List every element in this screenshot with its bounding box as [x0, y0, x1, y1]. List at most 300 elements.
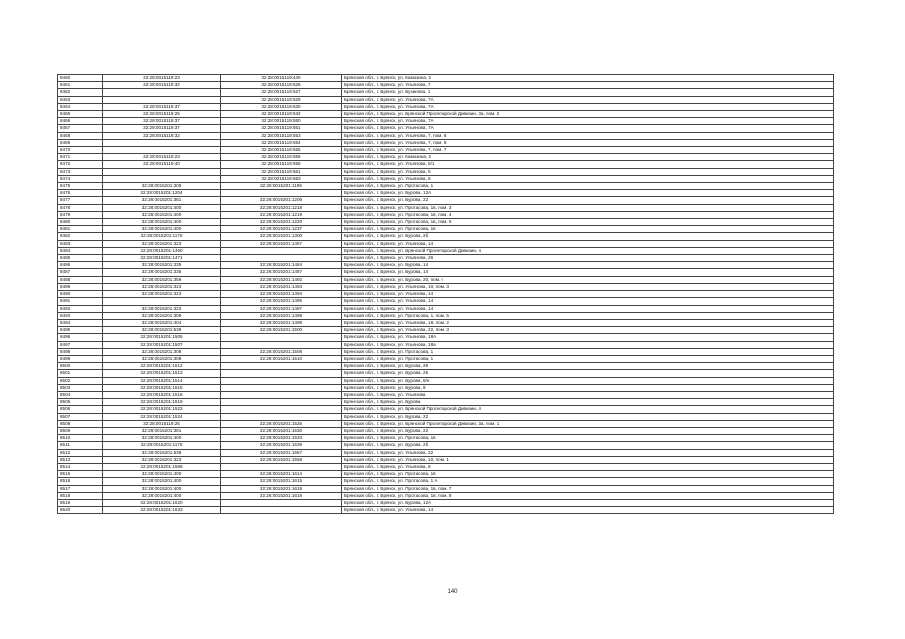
address-cell: Брянская обл., г. Брянск, ул. Ульянова, 7, пом. 8 [342, 139, 834, 146]
object-cadastral-number-cell [221, 190, 342, 197]
row-number-cell: 8499 [58, 355, 103, 362]
table-row [58, 75, 834, 82]
address-cell: Брянская обл., г. Брянск, ул. Бурова, 9 [342, 384, 834, 391]
row-number-cell: 8497 [58, 341, 103, 348]
table-row [58, 327, 834, 334]
address-cell: Брянская обл., г. Брянск, ул. Бурова [342, 399, 834, 406]
table-row [58, 89, 834, 96]
row-number-cell: 8520 [58, 507, 103, 514]
address-cell: Брянская обл., г. Брянск, ул. Ульянова, 7 [342, 82, 834, 89]
object-cadastral-number-cell: 32:28:0015201:1494 [221, 291, 342, 298]
table-row [58, 413, 834, 420]
table-row [58, 147, 834, 154]
table-row [58, 363, 834, 370]
table-row [58, 247, 834, 254]
address-cell: Брянская обл., г. Брянск, ул. Камозина, 2 [342, 154, 834, 161]
land-cadastral-number-cell: 32:28:0015201:323 [103, 305, 221, 312]
table-row [58, 406, 834, 413]
row-number-cell: 8473 [58, 168, 103, 175]
table-row [58, 233, 834, 240]
object-cadastral-number-cell: 32:28:0015201:1237 [221, 226, 342, 233]
register-table-body [58, 75, 834, 514]
table-row [58, 334, 834, 341]
table-row [58, 291, 834, 298]
object-cadastral-number-cell: 32:28:0015201:1195 [221, 183, 342, 190]
land-cadastral-number-cell: 32:28:0015201:1524 [103, 413, 221, 420]
table-row [58, 161, 834, 168]
object-cadastral-number-cell: 32:28:0015201:1500 [221, 327, 342, 334]
address-cell: Брянская обл., г. Брянск, ул. Ульянова, 14 [342, 507, 834, 514]
row-number-cell: 8498 [58, 348, 103, 355]
row-number-cell: 8518 [58, 492, 103, 499]
object-cadastral-number-cell: 32:28:0015119:529 [221, 96, 342, 103]
object-cadastral-number-cell: 32:28:0015119:561 [221, 168, 342, 175]
address-cell: Брянская обл., г. Брянск, ул. Ульянова, 14 [342, 291, 834, 298]
object-cadastral-number-cell: 32:28:0015119:440 [221, 75, 342, 82]
object-cadastral-number-cell: 32:28:0015201:1530 [221, 427, 342, 434]
table-row [58, 204, 834, 211]
row-number-cell: 8478 [58, 204, 103, 211]
object-cadastral-number-cell: 32:28:0015119:555 [221, 147, 342, 154]
object-cadastral-number-cell: 32:28:0015201:1618 [221, 485, 342, 492]
row-number-cell: 8504 [58, 391, 103, 398]
land-cadastral-number-cell: 32:28:0015201:1175 [103, 233, 221, 240]
land-cadastral-number-cell: 32:28:0015201:381 [103, 197, 221, 204]
land-cadastral-number-cell: 32:28:0015201:1514 [103, 377, 221, 384]
table-row [58, 384, 834, 391]
address-cell: Брянская обл., г. Брянск, ул. Протасова, 1 [342, 183, 834, 190]
land-cadastral-number-cell: 32:28:0015201:400 [103, 226, 221, 233]
table-row [58, 341, 834, 348]
land-cadastral-number-cell [103, 298, 221, 305]
row-number-cell: 8487 [58, 269, 103, 276]
land-cadastral-number-cell: 32:28:0015201:400 [103, 435, 221, 442]
address-cell: Брянская обл., г. Брянск, ул. Протасова, 1в, пом. 3 [342, 204, 834, 211]
address-cell: Брянская обл., г. Брянск, ул. Бурова, 2б [342, 442, 834, 449]
address-cell: Брянская обл., г. Брянск, ул. Бурова, 14 [342, 262, 834, 269]
land-cadastral-number-cell: 32:28:0015201:400 [103, 478, 221, 485]
land-cadastral-number-cell: 32:28:0015119:25 [103, 420, 221, 427]
object-cadastral-number-cell: 32:28:0015201:1220 [221, 219, 342, 226]
row-number-cell: 8505 [58, 399, 103, 406]
table-row [58, 355, 834, 362]
table-row [58, 485, 834, 492]
table-row [58, 269, 834, 276]
row-number-cell: 8511 [58, 442, 103, 449]
object-cadastral-number-cell: 32:28:0015201:1484 [221, 262, 342, 269]
address-cell: Брянская обл., г. Брянск, ул. Бурова, 12А [342, 190, 834, 197]
address-cell: Брянская обл., г. Брянск, ул. Ульянова, 5/1 [342, 161, 834, 168]
land-cadastral-number-cell: 32:28:0015201:1633 [103, 507, 221, 514]
land-cadastral-number-cell: 32:28:0015201:400 [103, 485, 221, 492]
object-cadastral-number-cell [221, 377, 342, 384]
table-row [58, 154, 834, 161]
land-cadastral-number-cell: 32:28:0015201:323 [103, 283, 221, 290]
address-cell: Брянская обл., г. Брянск, ул. Бурова, 6/н [342, 377, 834, 384]
table-row [58, 471, 834, 478]
object-cadastral-number-cell: 32:28:0015119:530 [221, 103, 342, 110]
address-cell: Брянская обл., г. Брянск, ул. Ульянова, 7А [342, 103, 834, 110]
row-number-cell: 8492 [58, 305, 103, 312]
row-number-cell: 8508 [58, 420, 103, 427]
land-cadastral-number-cell: 32:28:0015201:381 [103, 427, 221, 434]
table-row [58, 463, 834, 470]
land-cadastral-number-cell: 32:28:0015119:23 [103, 154, 221, 161]
address-cell: Брянская обл., г. Брянск, ул. Ульянова, 7А [342, 96, 834, 103]
row-number-cell: 8503 [58, 384, 103, 391]
land-cadastral-number-cell: 32:28:0015201:400 [103, 471, 221, 478]
address-cell: Брянская обл., г. Брянск, ул. Бурова, 20, пом. I [342, 276, 834, 283]
row-number-cell: 8485 [58, 255, 103, 262]
row-number-cell: 8481 [58, 226, 103, 233]
address-cell: Брянская обл., г. Брянск, ул. Протасова, 1в [342, 226, 834, 233]
object-cadastral-number-cell: 32:28:0015201:1499 [221, 319, 342, 326]
land-cadastral-number-cell: 32:28:0015201:1204 [103, 190, 221, 197]
row-number-cell: 8493 [58, 312, 103, 319]
row-number-cell: 8501 [58, 370, 103, 377]
land-cadastral-number-cell: 32:28:0015119:40 [103, 161, 221, 168]
row-number-cell: 8477 [58, 197, 103, 204]
address-cell: Брянская обл., г. Брянск, ул. Протасова, 1в, пом. 4 [342, 211, 834, 218]
land-cadastral-number-cell: 32:28:0015201:308 [103, 312, 221, 319]
table-row [58, 175, 834, 182]
register-table [57, 74, 834, 514]
row-number-cell: 8496 [58, 334, 103, 341]
object-cadastral-number-cell [221, 406, 342, 413]
address-cell: Брянская обл., г. Брянск, ул. Бурова, 22 [342, 197, 834, 204]
land-cadastral-number-cell: 32:28:0015201:400 [103, 492, 221, 499]
row-number-cell: 8460 [58, 75, 103, 82]
row-number-cell: 8483 [58, 240, 103, 247]
table-row [58, 262, 834, 269]
row-number-cell: 8494 [58, 319, 103, 326]
table-row [58, 183, 834, 190]
object-cadastral-number-cell [221, 247, 342, 254]
table-row [58, 492, 834, 499]
object-cadastral-number-cell: 32:28:0015201:1508 [221, 348, 342, 355]
table-row [58, 111, 834, 118]
address-cell: Брянская обл., г. Брянск, ул. Бурова, 2б [342, 233, 834, 240]
land-cadastral-number-cell: 32:28:0015201:323 [103, 240, 221, 247]
table-row [58, 319, 834, 326]
land-cadastral-number-cell: 32:28:0015201:538 [103, 327, 221, 334]
address-cell: Брянская обл., г. Брянск, ул. Брянской Пролетарской Дивизии, 4 [342, 406, 834, 413]
object-cadastral-number-cell [221, 384, 342, 391]
table-row [58, 255, 834, 262]
object-cadastral-number-cell: 32:28:0015201:1487 [221, 269, 342, 276]
object-cadastral-number-cell: 32:28:0015119:563 [221, 175, 342, 182]
table-row [58, 420, 834, 427]
land-cadastral-number-cell: 32:28:0015201:400 [103, 211, 221, 218]
land-cadastral-number-cell: 32:28:0015201:538 [103, 449, 221, 456]
row-number-cell: 8491 [58, 298, 103, 305]
object-cadastral-number-cell: 32:28:0015201:1219 [221, 211, 342, 218]
table-row [58, 391, 834, 398]
row-number-cell: 8489 [58, 283, 103, 290]
row-number-cell: 8461 [58, 82, 103, 89]
address-cell: Брянская обл., г. Брянск, ул. Ульянова, 14 [342, 305, 834, 312]
land-cadastral-number-cell: 32:28:0015201:1523 [103, 406, 221, 413]
land-cadastral-number-cell: 32:28:0015201:1175 [103, 442, 221, 449]
row-number-cell: 8490 [58, 291, 103, 298]
object-cadastral-number-cell: 32:28:0015201:1300 [221, 233, 342, 240]
object-cadastral-number-cell: 32:28:0015201:1539 [221, 442, 342, 449]
object-cadastral-number-cell: 32:28:0015201:1206 [221, 197, 342, 204]
table-row [58, 118, 834, 125]
table-row [58, 139, 834, 146]
row-number-cell: 8510 [58, 435, 103, 442]
object-cadastral-number-cell [221, 391, 342, 398]
object-cadastral-number-cell: 32:28:0015119:526 [221, 82, 342, 89]
table-row [58, 507, 834, 514]
row-number-cell: 8480 [58, 219, 103, 226]
land-cadastral-number-cell: 32:28:0015119:25 [103, 111, 221, 118]
object-cadastral-number-cell [221, 341, 342, 348]
address-cell: Брянская обл., г. Брянск, ул. Протасова, 1 [342, 355, 834, 362]
address-cell: Брянская обл., г. Брянск, ул. Бурова, 14 [342, 269, 834, 276]
object-cadastral-number-cell: 32:28:0015201:1218 [221, 204, 342, 211]
object-cadastral-number-cell [221, 370, 342, 377]
row-number-cell: 8474 [58, 175, 103, 182]
row-number-cell: 8462 [58, 89, 103, 96]
address-cell: Брянская обл., г. Брянск, ул. Протасова, 1 А [342, 478, 834, 485]
land-cadastral-number-cell: 32:28:0015201:1471 [103, 255, 221, 262]
land-cadastral-number-cell: 32:28:0015201:335 [103, 269, 221, 276]
object-cadastral-number-cell: 32:28:0015119:527 [221, 89, 342, 96]
address-cell: Брянская обл., г. Брянск, ул. Ульянова, 5 [342, 175, 834, 182]
row-number-cell: 8516 [58, 478, 103, 485]
row-number-cell: 8468 [58, 132, 103, 139]
address-cell: Брянская обл., г. Брянск, ул. Ульянова, 7А [342, 118, 834, 125]
object-cadastral-number-cell [221, 507, 342, 514]
row-number-cell: 8488 [58, 276, 103, 283]
row-number-cell: 8475 [58, 183, 103, 190]
object-cadastral-number-cell: 32:28:0015119:556 [221, 154, 342, 161]
table-row [58, 96, 834, 103]
table-row [58, 276, 834, 283]
land-cadastral-number-cell: 32:28:0015201:1513 [103, 370, 221, 377]
row-number-cell: 8466 [58, 118, 103, 125]
row-number-cell: 8509 [58, 427, 103, 434]
land-cadastral-number-cell: 32:28:0015201:308 [103, 348, 221, 355]
address-cell: Брянская обл., г. Брянск, ул. Ульянова, 18, пом. 2 [342, 319, 834, 326]
table-row [58, 305, 834, 312]
address-cell: Брянская обл., г. Брянск, ул. Брянской Пролетарской Дивизии, 3а, пом. 1 [342, 420, 834, 427]
row-number-cell: 8519 [58, 499, 103, 506]
row-number-cell: 8465 [58, 111, 103, 118]
address-cell: Брянская обл., г. Брянск, ул. Ульянова, 7, пом. 7 [342, 147, 834, 154]
address-cell: Брянская обл., г. Брянск, ул. Бурова, 12А [342, 499, 834, 506]
table-row [58, 449, 834, 456]
row-number-cell: 8467 [58, 125, 103, 132]
object-cadastral-number-cell: 32:28:0015201:1525 [221, 420, 342, 427]
row-number-cell: 8495 [58, 327, 103, 334]
object-cadastral-number-cell: 32:28:0015201:1495 [221, 298, 342, 305]
land-cadastral-number-cell: 32:28:0015119:37 [103, 125, 221, 132]
address-cell: Брянская обл., г. Брянск, ул. Брянской Пролетарской Дивизии, 3а, пом. 2 [342, 111, 834, 118]
address-cell: Брянская обл., г. Брянск, ул. Ульянова, 7А [342, 125, 834, 132]
land-cadastral-number-cell: 32:28:0015201:335 [103, 262, 221, 269]
land-cadastral-number-cell: 32:28:0015201:308 [103, 183, 221, 190]
table-row [58, 197, 834, 204]
land-cadastral-number-cell: 32:28:0015201:323 [103, 291, 221, 298]
land-cadastral-number-cell: 32:28:0015201:1507 [103, 341, 221, 348]
address-cell: Брянская обл., г. Брянск, ул. Протасова, 1в [342, 471, 834, 478]
table-row [58, 370, 834, 377]
address-cell: Брянская обл., г. Брянск, ул. Ульянова, 10, пом. 1 [342, 456, 834, 463]
object-cadastral-number-cell: 32:28:0015201:1497 [221, 305, 342, 312]
table-row [58, 478, 834, 485]
land-cadastral-number-cell: 32:28:0015201:1568 [103, 463, 221, 470]
row-number-cell: 8476 [58, 190, 103, 197]
land-cadastral-number-cell: 32:28:0015201:1515 [103, 384, 221, 391]
address-cell: Брянская обл., г. Брянск, ул. Ульянова, 14 [342, 240, 834, 247]
row-number-cell: 8479 [58, 211, 103, 218]
table-row [58, 125, 834, 132]
table-row [58, 190, 834, 197]
row-number-cell: 8514 [58, 463, 103, 470]
land-cadastral-number-cell: 32:28:0015201:1518 [103, 391, 221, 398]
row-number-cell: 8502 [58, 377, 103, 384]
address-cell: Брянская обл., г. Брянск, ул. Ульянова, 14 [342, 298, 834, 305]
object-cadastral-number-cell: 32:28:0015201:1498 [221, 312, 342, 319]
row-number-cell: 8470 [58, 147, 103, 154]
address-cell: Брянская обл., г. Брянск, ул. Ульянова, 22, пом. 3 [342, 327, 834, 334]
object-cadastral-number-cell: 32:28:0015119:551 [221, 125, 342, 132]
land-cadastral-number-cell: 32:28:0015201:404 [103, 319, 221, 326]
table-row [58, 82, 834, 89]
object-cadastral-number-cell: 32:28:0015119:553 [221, 132, 342, 139]
object-cadastral-number-cell [221, 255, 342, 262]
object-cadastral-number-cell: 32:28:0015119:532 [221, 111, 342, 118]
address-cell: Брянская обл., г. Брянск, ул. Камозина, 2 [342, 75, 834, 82]
land-cadastral-number-cell: 32:28:0015201:1505 [103, 334, 221, 341]
table-row [58, 211, 834, 218]
address-cell: Брянская обл., г. Брянск, ул. Бузинова, 1 [342, 89, 834, 96]
table-row [58, 168, 834, 175]
land-cadastral-number-cell: 32:28:0015201:1460 [103, 247, 221, 254]
object-cadastral-number-cell [221, 399, 342, 406]
row-number-cell: 8507 [58, 413, 103, 420]
land-cadastral-number-cell [103, 175, 221, 182]
land-cadastral-number-cell: 32:28:0015201:1620 [103, 499, 221, 506]
table-row [58, 499, 834, 506]
row-number-cell: 8506 [58, 406, 103, 413]
object-cadastral-number-cell: 32:28:0015119:554 [221, 139, 342, 146]
object-cadastral-number-cell [221, 463, 342, 470]
object-cadastral-number-cell [221, 334, 342, 341]
table-row [58, 312, 834, 319]
object-cadastral-number-cell [221, 413, 342, 420]
table-row [58, 132, 834, 139]
address-cell: Брянская обл., г. Брянск, ул. Бурова, 22 [342, 427, 834, 434]
address-cell: Брянская обл., г. Брянск, ул. Протасова, 1в, пом. 8 [342, 492, 834, 499]
object-cadastral-number-cell: 32:28:0015201:1510 [221, 355, 342, 362]
object-cadastral-number-cell: 32:28:0015201:1492 [221, 276, 342, 283]
table-row [58, 348, 834, 355]
land-cadastral-number-cell: 32:28:0015201:359 [103, 276, 221, 283]
row-number-cell: 8512 [58, 449, 103, 456]
address-cell: Брянская обл., г. Брянск, ул. Ульянова, 22 [342, 449, 834, 456]
table-row [58, 240, 834, 247]
address-cell: Брянская обл., г. Брянск, ул. Бурова, 26 [342, 363, 834, 370]
row-number-cell: 8500 [58, 363, 103, 370]
address-cell: Брянская обл., г. Брянск, ул. Ульянова, 7, пом. 6 [342, 132, 834, 139]
table-row [58, 377, 834, 384]
row-number-cell: 8482 [58, 233, 103, 240]
row-number-cell: 8517 [58, 485, 103, 492]
land-cadastral-number-cell: 32:28:0015201:308 [103, 355, 221, 362]
object-cadastral-number-cell [221, 499, 342, 506]
address-cell: Брянская обл., г. Брянск, ул. Бурова, 2в [342, 370, 834, 377]
land-cadastral-number-cell: 32:28:0015201:400 [103, 204, 221, 211]
row-number-cell: 8469 [58, 139, 103, 146]
land-cadastral-number-cell [103, 168, 221, 175]
land-cadastral-number-cell: 32:28:0015119:37 [103, 118, 221, 125]
table-row [58, 226, 834, 233]
address-cell: Брянская обл., г. Брянск, ул. Ульянова, 8 [342, 463, 834, 470]
object-cadastral-number-cell [221, 363, 342, 370]
land-cadastral-number-cell [103, 147, 221, 154]
address-cell: Брянская обл., г. Брянск, ул. Брянской Пролетарской Дивизии, 4 [342, 247, 834, 254]
address-cell: Брянская обл., г. Брянск, ул. Протасова, 1, пом. 5 [342, 312, 834, 319]
row-number-cell: 8463 [58, 96, 103, 103]
row-number-cell: 8464 [58, 103, 103, 110]
address-cell: Брянская обл., г. Брянск, ул. Ульянова, 18а [342, 341, 834, 348]
object-cadastral-number-cell: 32:28:0015201:1615 [221, 478, 342, 485]
row-number-cell: 8486 [58, 262, 103, 269]
object-cadastral-number-cell: 32:28:0015201:1558 [221, 456, 342, 463]
address-cell: Брянская обл., г. Брянск, ул. Протасова, 1в [342, 435, 834, 442]
object-cadastral-number-cell: 32:28:0015201:1557 [221, 449, 342, 456]
address-cell: Брянская обл., г. Брянск, ул. Ульянова, 5 [342, 168, 834, 175]
row-number-cell: 8472 [58, 161, 103, 168]
object-cadastral-number-cell: 32:28:0015119:558 [221, 161, 342, 168]
table-row [58, 298, 834, 305]
row-number-cell: 8515 [58, 471, 103, 478]
table-row [58, 456, 834, 463]
table-row [58, 399, 834, 406]
table-row [58, 103, 834, 110]
land-cadastral-number-cell [103, 89, 221, 96]
table-row [58, 435, 834, 442]
table-row [58, 219, 834, 226]
table-row [58, 283, 834, 290]
address-cell: Брянская обл., г. Брянск, ул. Бурова, 22 [342, 413, 834, 420]
address-cell: Брянская обл., г. Брянск, ул. Протасова, 1в, пом. 7 [342, 485, 834, 492]
land-cadastral-number-cell [103, 139, 221, 146]
address-cell: Брянская обл., г. Брянск, ул. Протасова, 1в, пом. 5 [342, 219, 834, 226]
land-cadastral-number-cell: 32:28:0015119:37 [103, 103, 221, 110]
table-row [58, 442, 834, 449]
table-row [58, 427, 834, 434]
land-cadastral-number-cell: 32:28:0015119:23 [103, 75, 221, 82]
page-number: 140 [447, 589, 458, 595]
address-cell: Брянская обл., г. Брянск, ул. Ульянова, 18А [342, 334, 834, 341]
row-number-cell: 8471 [58, 154, 103, 161]
land-cadastral-number-cell [103, 96, 221, 103]
land-cadastral-number-cell: 32:28:0015201:1519 [103, 399, 221, 406]
row-number-cell: 8484 [58, 247, 103, 254]
land-cadastral-number-cell: 32:28:0015201:1512 [103, 363, 221, 370]
object-cadastral-number-cell: 32:28:0015201:1493 [221, 283, 342, 290]
address-cell: Брянская обл., г. Брянск, ул. Протасова, 1 [342, 348, 834, 355]
address-cell: Брянская обл., г. Брянск, ул. Ульянова, 10, пом. 3 [342, 283, 834, 290]
object-cadastral-number-cell: 32:28:0015201:1619 [221, 492, 342, 499]
land-cadastral-number-cell: 32:28:0015119:32 [103, 82, 221, 89]
object-cadastral-number-cell: 32:28:0015201:1457 [221, 240, 342, 247]
object-cadastral-number-cell: 32:28:0015201:1614 [221, 471, 342, 478]
